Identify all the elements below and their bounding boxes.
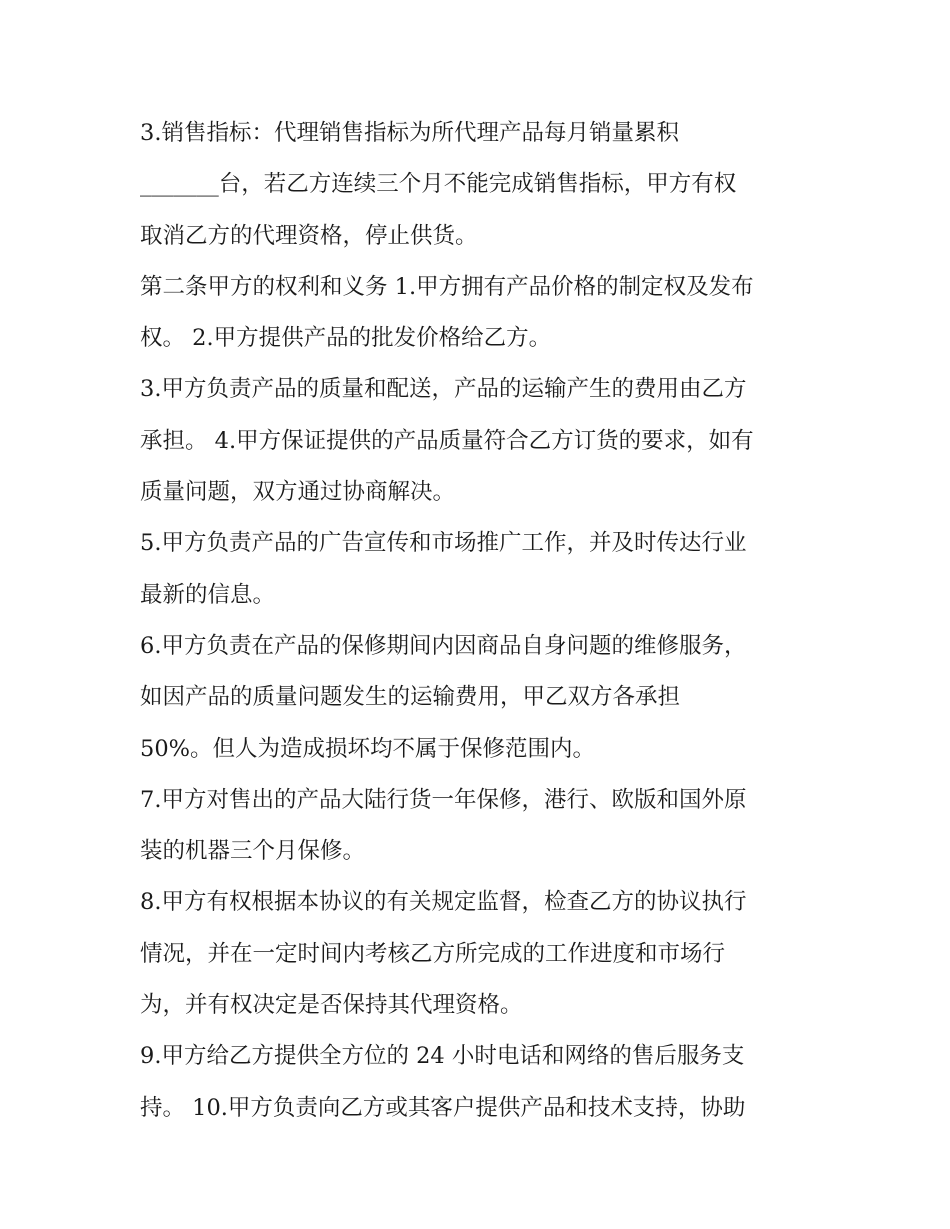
text-line: 3.销售指标：代理销售指标为所代理产品每月销量累积 — [140, 120, 679, 146]
text-line: 如因产品的质量问题发生的运输费用，甲乙双方各承担 — [140, 684, 681, 711]
text-line: 取消乙方的代理资格，停止供货。 — [140, 222, 478, 249]
text-line: 第二条甲方的权利和义务 1.甲方拥有产品价格的制定权及发布 — [140, 273, 754, 300]
text-line: _______台，若乙方连续三个月不能完成销售指标，甲方有权 — [140, 171, 737, 198]
text-line: 承担。 4.甲方保证提供的产品质量符合乙方订货的要求，如有 — [140, 427, 754, 454]
text-line: 9.甲方给乙方提供全方位的 24 小时电话和网络的售后服务支 — [140, 1043, 745, 1070]
text-line: 最新的信息。 — [140, 581, 276, 608]
text-line: 7.甲方对售出的产品大陆行货一年保修，港行、欧版和国外原 — [140, 786, 747, 813]
text-line: 3.甲方负责产品的质量和配送，产品的运输产生的费用由乙方 — [140, 376, 747, 403]
text-line: 6.甲方负责在产品的保修期间内因商品自身问题的维修服务， — [140, 632, 747, 659]
text-line: 情况，并在一定时间内考核乙方所完成的工作进度和市场行 — [140, 940, 726, 967]
text-line: 质量问题，双方通过协商解决。 — [140, 479, 456, 506]
text-line: 5.甲方负责产品的广告宣传和市场推广工作，并及时传达行业 — [140, 530, 747, 557]
text-line: 持。 10.甲方负责向乙方或其客户提供产品和技术支持，协助 — [140, 1094, 746, 1121]
text-line: 装的机器三个月保修。 — [140, 838, 366, 865]
text-line: 8.甲方有权根据本协议的有关规定监督，检查乙方的协议执行 — [140, 889, 747, 916]
text-line: 50%。但人为造成损坏均不属于保修范围内。 — [140, 735, 596, 762]
text-line: 为，并有权决定是否保持其代理资格。 — [140, 992, 523, 1019]
text-line: 权。 2.甲方提供产品的批发价格给乙方。 — [140, 325, 552, 352]
document-body — [140, 108, 820, 1134]
